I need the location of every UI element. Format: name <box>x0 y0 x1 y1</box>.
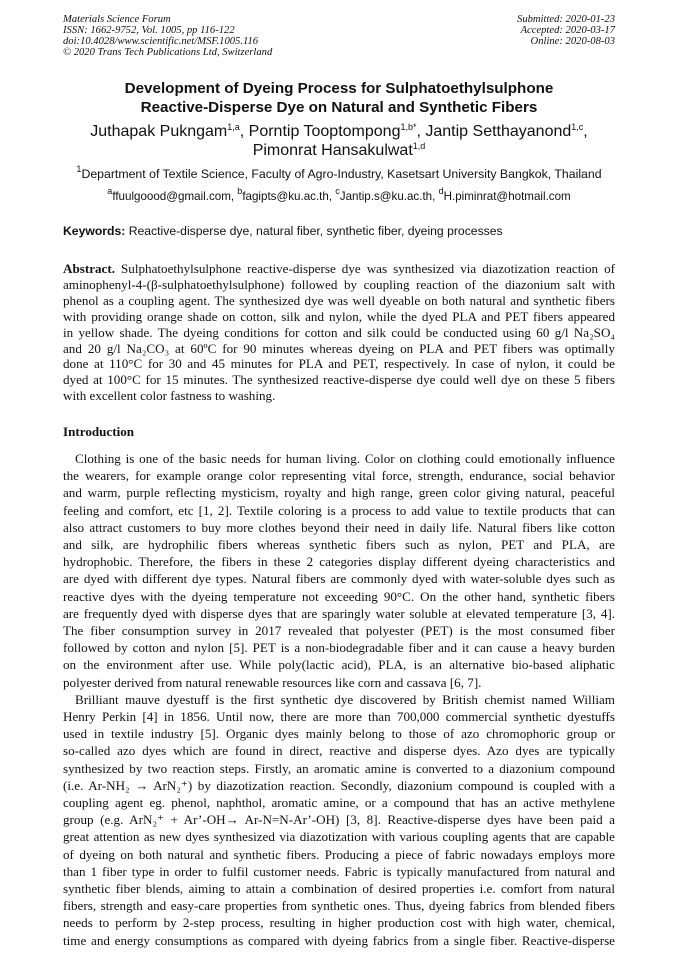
author-emails <box>0 186 678 203</box>
paragraph-line: fibers, strength and easy-care properties from synthetic ones. Thus, dyeing fabrics from blended fibers <box>63 898 615 914</box>
email-sup: c <box>335 186 340 196</box>
accepted-date: Accepted: 2020-03-17 <box>520 25 615 36</box>
abstract <box>63 261 615 404</box>
author-affil-sup: 1,b* <box>400 122 417 132</box>
affiliation <box>0 164 678 181</box>
email: fagipts@ku.ac.th, <box>242 190 336 203</box>
abstract-line <box>63 261 615 277</box>
dates-info <box>517 14 615 47</box>
journal-info <box>63 14 272 58</box>
introduction-body <box>63 450 615 949</box>
abstract-line: with providing orange shade on cotton, silk and nylon, while the dyed PLA and PET fibers appeared <box>63 308 615 324</box>
paragraph-line: are dyed with different dye types. Natural fibers are commonly dyed with water-soluble dyes such as <box>63 571 615 587</box>
paragraph-line: Henry Perkin [4] in 1856. Until now, there are more than 700,000 commercial synthetic dyestuffs <box>63 709 615 725</box>
paragraph-line: synthesized by two reaction steps. Firstly, an aromatic amine is converted to a diazonium compound <box>63 760 615 776</box>
affiliation-sup: 1 <box>76 164 82 174</box>
copyright: © 2020 Trans Tech Publications Ltd, Switzerland <box>63 47 273 58</box>
author-name: Juthapak Pukngam <box>90 123 228 140</box>
keywords <box>63 224 503 238</box>
paragraph-line: are frequently dyed with disperse dyes that are sparingly water soluble at elevated temperature [3, 4]. <box>63 605 615 621</box>
issn-volume: ISSN: 1662-9752, Vol. 1005, pp 116-122 <box>63 25 235 36</box>
paragraph-line: group (e.g. ArN₂⁺ + Ar’-OH→ Ar-N=N-Ar’-OH) [3, 8]. Reactive-disperse dyes have been paid a <box>63 812 615 828</box>
author-sep: , <box>239 123 249 140</box>
author-name: Pimonrat Hansakulwat <box>252 142 413 159</box>
abstract-text: Sulphatoethylsulphone reactive-disperse dye was synthesized via diazotization reaction of <box>115 261 615 276</box>
abstract-line: with excellent color fastness to washing. <box>63 388 276 404</box>
paragraph-line: polyester derived from natural renewable resources like corn and cassava [6, 7]. <box>63 674 482 690</box>
paragraph-line: used in textile industry [5]. Organic dyes mainly belong to those of azo chromophoric group or <box>63 726 615 742</box>
submitted-date: Submitted: 2020-01-23 <box>517 14 615 25</box>
keywords-label: Keywords: <box>63 224 126 238</box>
paragraph-line: followed by cotton and nylon [5]. PET is a non-biodegradable fiber and it can cause a heavy burden <box>63 640 615 656</box>
email: Jantip.s@ku.ac.th, <box>339 190 439 203</box>
author-sep: , <box>583 123 588 140</box>
abstract-line: dyed at 100°C for 15 minutes. The synthesized reactive-disperse dye could well dye on these 5 fibers <box>63 372 615 388</box>
abstract-line: phenol as a coupling agent. The synthesized dye was well dyeable on both natural and synthetic fibers <box>63 292 615 308</box>
author-list <box>0 122 678 160</box>
paragraph-line: than 1 fiber type in order to fulfil customer needs. Fabric is typically manufactured from natural and <box>63 863 615 879</box>
author-affil-sup: 1,a <box>227 122 240 132</box>
paragraph-line: Clothing is one of the basic needs for human living. Color on clothing could emotionally influence <box>75 451 615 466</box>
paragraph-line: also attract customers to buy more clothes beyond their need in daily life. Natural fibers like cotton <box>63 519 615 535</box>
abstract-line: done at 110°C for 30 and 45 minutes for PLA and PET, respectively. In case of nylon, it could be <box>63 356 615 372</box>
paragraph-line: and silk, are hydrophilic fibers whereas synthetic fibers such as nylon, PET and PLA, are <box>63 537 615 553</box>
paragraph-line: great attention as new dyes synthesized via diazotization with various coupling agents that are capable <box>63 829 615 845</box>
email: ffuulgoood@gmail.com, <box>112 190 238 203</box>
author-sep: , <box>416 123 426 140</box>
paragraph-line: coupling agent eg. phenol, naphthol, aromatic amine, or a compound that has an active methylene <box>63 795 615 811</box>
email-sup: d <box>438 186 444 196</box>
abstract-label: Abstract. <box>63 261 115 276</box>
abstract-line: and 20 g/l Na₂CO₃ at 60ºC for 90 minutes whereas dyeing on PLA and PET fibers was optimally <box>63 340 615 356</box>
paragraph-line: needs to perform by 2-step process, resulting in higher production cost with high water, chemical, <box>63 915 615 931</box>
journal-name: Materials Science Forum <box>63 14 171 25</box>
introduction-heading: Introduction <box>63 424 135 439</box>
email-sup: a <box>107 186 113 196</box>
paragraph-line: (i.e. Ar-NH₂ → ArN₂⁺) by diazotization reaction. Secondly, diazonium compound is coupled with a <box>63 777 615 793</box>
paragraph-line: reactive dyes with the dyeing temperature not exceeding 90°C. On the other hand, synthetic fibers <box>63 588 615 604</box>
paragraph-line: hydrophobic. Therefore, the fibers in these 2 categories display different dyeing characteristics and <box>63 554 615 570</box>
email-sup: b <box>237 186 243 196</box>
paragraph-line: synthetic fiber blends, aiming to attain a combination of desired properties i.e. comfort from natural <box>63 881 615 897</box>
online-date: Online: 2020-08-03 <box>530 36 615 47</box>
title-line: Development of Dyeing Process for Sulphatoethylsulphone <box>124 80 554 97</box>
affiliation-text: Department of Textile Science, Faculty of Agro-Industry, Kasetsart University Bangkok, Thailand <box>81 167 602 181</box>
keywords-text: Reactive-disperse dye, natural fiber, synthetic fiber, dyeing processes <box>125 224 503 238</box>
author-name: Jantip Setthayanond <box>425 123 572 140</box>
paragraph-line: The fiber consumption survey in 2017 revealed that polyester (PET) is the most consumed fiber <box>63 623 615 639</box>
paper-title <box>0 80 678 117</box>
paragraph-line: on the environment after use. While poly(lactic acid), PLA, is an alternative bio-based aliphatic <box>63 657 615 673</box>
author-name: Porntip Tooptompong <box>248 123 401 140</box>
author-affil-sup: 1,d <box>412 141 426 151</box>
paragraph-line: so-called azo dyes which are found in direct, reactive and disperse dyes. Azo dyes are typically <box>63 743 615 759</box>
abstract-line: in yellow shade. The dyeing conditions for cotton and silk could be conducted using 60 g/l Na₂SO₄ <box>63 324 615 340</box>
paragraph-line: time and energy consumptions as compared with dyeing fabrics from a single fiber. Reactive-disperse <box>63 932 615 948</box>
paragraph-line: Brilliant mauve dyestuff is the first synthetic dye discovered by British chemist named William <box>75 691 615 707</box>
email: H.piminrat@hotmail.com <box>443 190 571 203</box>
paragraph-line: the wearers, for example orange color representing vital force, strength, endurance, social behavior <box>63 468 615 484</box>
abstract-line: aminophenyl-4-(β-sulphatoethylsulphone) followed by coupling reaction of the diazonium salt with <box>63 276 615 292</box>
author-affil-sup: 1,c <box>571 122 584 132</box>
paragraph-line: of dyeing on both natural and synthetic fibers. Producing a piece of fabric nowadays employs more <box>63 846 615 862</box>
paragraph-line: and warm, purple reflecting mysticism, royalty and high range, green color giving natural, peaceful <box>63 485 615 501</box>
title-line: Reactive-Disperse Dye on Natural and Synthetic Fibers <box>140 98 538 116</box>
paragraph-line: feeling and comfort, etc [1, 2]. Textile coloring is a process to add value to textile products that can <box>63 502 615 518</box>
doi: doi:10.4028/www.scientific.net/MSF.1005.116 <box>63 36 259 47</box>
